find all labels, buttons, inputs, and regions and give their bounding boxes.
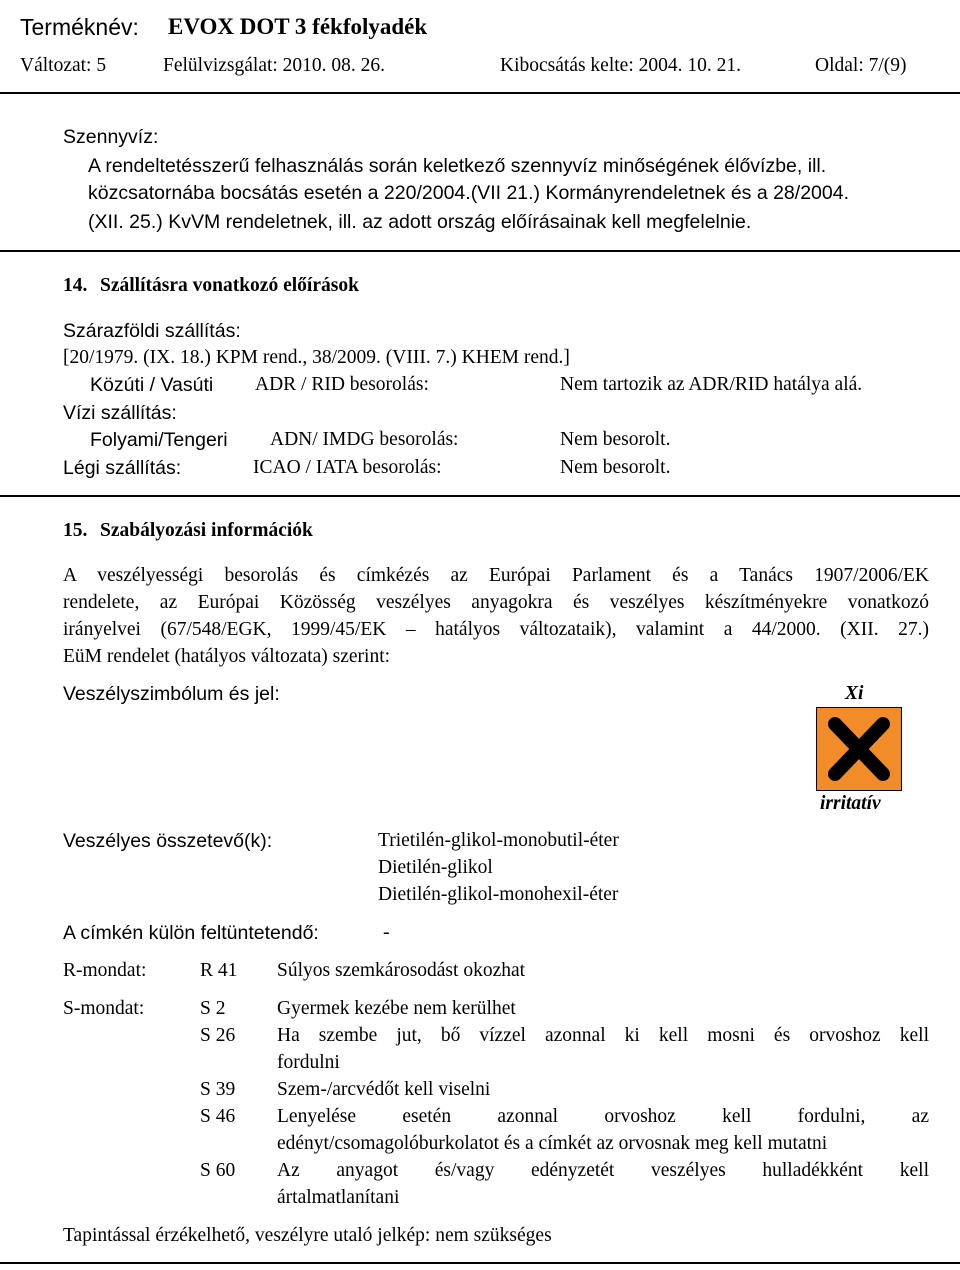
- land-transport-label: Szárazföldi szállítás:: [63, 320, 241, 342]
- icao-iata-class-value: Nem besorolt.: [560, 457, 671, 478]
- wastewater-label: Szennyvíz:: [63, 126, 159, 148]
- revision-date: Felülvizsgálat: 2010. 08. 26.: [163, 55, 386, 76]
- road-rail-label: Közúti / Vasúti: [90, 374, 214, 396]
- s-phrase-code: S 39: [200, 1079, 236, 1100]
- header-divider: [0, 92, 960, 94]
- wastewater-line-1: A rendeltetésszerű felhasználás során keletkező szennyvíz minőségének élővízbe, ill.: [88, 155, 827, 177]
- product-label: Terméknév:: [20, 14, 139, 40]
- adn-imdg-class-value: Nem besorolt.: [560, 429, 671, 450]
- s-phrase-text: Lenyelése esetén azonnal orvoshoz kell fordulni, az: [277, 1106, 929, 1127]
- s-phrase-code: S 26: [200, 1025, 236, 1046]
- s-phrase-code: S 2: [200, 998, 226, 1019]
- air-transport-label: Légi szállítás:: [63, 457, 182, 479]
- s-phrase-text: Gyermek kezébe nem kerülhet: [277, 998, 516, 1019]
- label-extra-label: A címkén külön feltüntetendő:: [63, 922, 319, 944]
- component-item: Dietilén-glikol: [378, 857, 493, 878]
- issue-date: Kibocsátás kelte: 2004. 10. 21.: [500, 55, 741, 76]
- tactile-warning: Tapintással érzékelhető, veszélyre utaló jelkép: nem szükséges: [63, 1225, 552, 1246]
- regulation-paragraph-line-2: rendelete, az Európai Közösség veszélyes anyagokra és veszélyes készítményekre vonatkozó: [63, 592, 929, 613]
- regulation-paragraph-line-4: EüM rendelet (hatályos változata) szerint:: [63, 646, 391, 667]
- river-sea-label: Folyami/Tengeri: [90, 429, 228, 451]
- water-transport-label: Vízi szállítás:: [63, 402, 177, 424]
- s-phrase-label: S-mondat:: [63, 998, 145, 1019]
- product-name: EVOX DOT 3 fékfolyadék: [168, 14, 428, 39]
- s-phrase-text-continued: ártalmatlanítani: [277, 1187, 400, 1208]
- section-14-number: 14.: [63, 275, 88, 296]
- component-item: Trietilén-glikol-monobutil-éter: [378, 830, 619, 851]
- section-divider: [0, 250, 960, 252]
- x-cross-icon: [817, 708, 901, 790]
- wastewater-line-3: (XII. 25.) KvVM rendeletnek, ill. az adott ország előírásainak kell megfelelnie.: [88, 211, 752, 233]
- section-15-number: 15.: [63, 520, 88, 541]
- label-extra-value: -: [383, 922, 390, 943]
- r-phrase-text: Súlyos szemkárosodást okozhat: [277, 960, 526, 981]
- section-divider: [0, 495, 960, 497]
- hazard-symbol-name: irritatív: [820, 793, 881, 814]
- irritant-hazard-icon: [816, 707, 902, 791]
- section-14-title: Szállításra vonatkozó előírások: [100, 275, 359, 296]
- component-item: Dietilén-glikol-monohexil-éter: [378, 884, 619, 905]
- version: Változat: 5: [20, 55, 107, 76]
- regulation-paragraph-line-1: A veszélyességi besorolás és címkézés az Európai Parlament és a Tanács 1907/2006/EK: [63, 565, 929, 586]
- s-phrase-code: S 60: [200, 1160, 236, 1181]
- s-phrase-text: Szem-/arcvédőt kell viselni: [277, 1079, 491, 1100]
- footer-divider: [0, 1262, 960, 1264]
- hazard-symbol-code: Xi: [845, 683, 864, 704]
- s-phrase-text-continued: fordulni: [277, 1052, 340, 1073]
- r-phrase-label: R-mondat:: [63, 960, 147, 981]
- s-phrase-text: Az anyagot és/vagy edényzetét veszélyes hulladékként kell: [277, 1160, 929, 1181]
- r-phrase-code: R 41: [200, 960, 238, 981]
- s-phrase-code: S 46: [200, 1106, 236, 1127]
- icao-iata-class-label: ICAO / IATA besorolás:: [253, 457, 442, 478]
- page-number: Oldal: 7/(9): [815, 55, 907, 76]
- s-phrase-text: Ha szembe jut, bő vízzel azonnal ki kell mosni és orvoshoz kell: [277, 1025, 929, 1046]
- land-transport-reference: [20/1979. (IX. 18.) KPM rend., 38/2009. (VIII. 7.) KHEM rend.]: [63, 347, 570, 368]
- adr-rid-class-value: Nem tartozik az ADR/RID hatálya alá.: [560, 374, 863, 395]
- section-15-title: Szabályozási információk: [100, 520, 313, 541]
- adn-imdg-class-label: ADN/ IMDG besorolás:: [270, 429, 459, 450]
- adr-rid-class-label: ADR / RID besorolás:: [255, 374, 429, 395]
- hazard-symbol-label: Veszélyszimbólum és jel:: [63, 683, 280, 705]
- hazardous-components-label: Veszélyes összetevő(k):: [63, 830, 273, 852]
- s-phrase-text-continued: edényt/csomagolóburkolatot és a címkét az orvosnak meg kell mutatni: [277, 1133, 828, 1154]
- wastewater-line-2: közcsatornába bocsátás esetén a 220/2004.(VII 21.) Kormányrendeletnek és a 28/2004.: [88, 182, 849, 204]
- regulation-paragraph-line-3: irányelvei (67/548/EGK, 1999/45/EK – hatályos változataik), valamint a 44/2000. (XII. 27.): [63, 619, 929, 640]
